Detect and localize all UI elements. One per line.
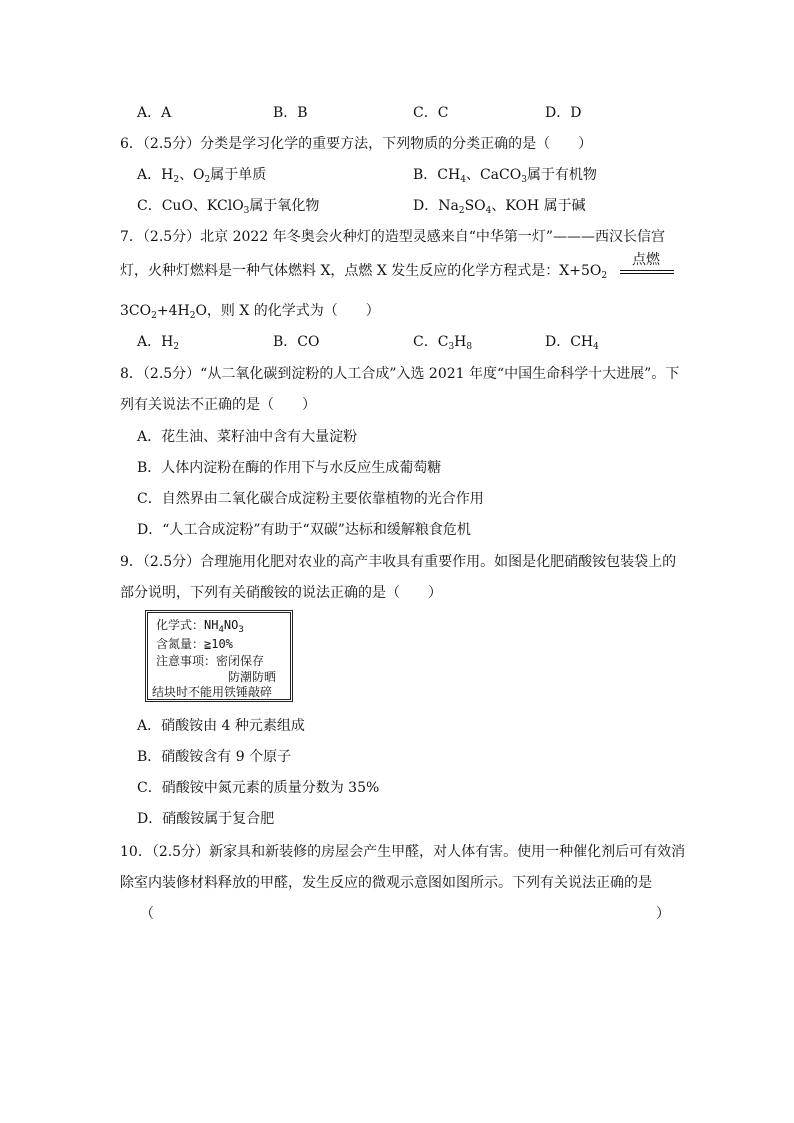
q6-option-b: B．$CH_4$、CaCO$_3$属于有机物 [413,167,597,185]
q9-stem-line2: 部分说明，下列有关硝酸铵的说法正确的是（ ） [120,585,442,601]
q6-option-c: C．CuO、KClO$_3$属于氧化物 [137,198,320,216]
q8-option-d: D．“人工合成淀粉”有助于“双碳”达标和缓解粮食危机 [137,522,471,538]
q7-option-d: D．$CH_4$ [545,334,599,352]
q9-option-a: A．硝酸铵由 4 种元素组成 [137,718,305,734]
equation-bar [620,270,674,271]
q9-option-d: D．硝酸铵属于复合肥 [137,811,275,827]
q6-stem: 6．（2.5分）分类是学习化学的重要方法，下列物质的分类正确的是（ ） [120,136,593,152]
q10-paren-open: （ [140,906,154,922]
q7-option-a: A．$H_2$ [137,334,180,352]
equation-bar-lower [620,273,674,274]
q7-stem-line1: 7．（2.5分）北京 2022 年冬奥会火种灯的造型灵感来自“中华第一灯”———西汉长信宫 [120,229,666,245]
q6-option-a: A．$H_2$、$O_2$属于单质 [137,167,267,185]
fertilizer-label-box [145,610,293,702]
q5-option-b: B．B [273,105,308,121]
q5-option-c: C．C [413,105,449,121]
q9-option-c: C．硝酸铵中氮元素的质量分数为 35% [137,780,380,796]
q8-stem-line1: 8．（2.5分）“从二氧化碳到淀粉的人工合成”入选 2021 年度“中国生命科学十大进展”。下 [120,366,680,382]
q7-stem-line2: 灯，火种灯燃料是一种气体燃料 X，点燃 X 发生反应的化学方程式是：$X+5O_2$ [120,263,608,281]
q5-option-a: A．A [137,105,172,121]
q7-option-c: C．$C_3H_8$ [413,334,473,352]
q5-option-d: D．D [545,105,582,121]
label-notice: 注意事项：密闭保存 [156,654,265,668]
q8-option-b: B．人体内淀粉在酶的作用下与水反应生成葡萄糖 [137,460,442,476]
q9-option-b: B．硝酸铵含有 9 个原子 [137,749,292,765]
q7-option-b: B．CO [273,334,320,350]
label-notice-3: 结块时不能用铁锤敲碎 [152,685,273,699]
q10-stem-line2: 除室内装修材料释放的甲醛，发生反应的微观示意图如图所示。下列有关说法正确的是 [120,875,652,891]
q10-paren-close: ） [656,906,670,922]
label-formula: 化学式：$NH_4NO_3$ [156,618,244,635]
q10-stem-line1: 10．（2.5分）新家具和新装修的房屋会产生甲醛，对人体有害。使用一种催化剂后可有效消 [120,844,686,860]
label-notice-2: 防潮防晒 [228,670,277,684]
q7-stem-line3: $3CO_2+4H_2O$，则 X 的化学式为（ ） [120,303,380,321]
q8-option-c: C．自然界由二氧化碳合成淀粉主要依靠植物的光合作用 [137,491,484,507]
label-nitrogen: 含氮量：≧10% [156,637,233,651]
q9-stem-line1: 9．（2.5分）合理施用化肥对农业的高产丰收具有重要作用。如图是化肥硝酸铵包装袋上的 [120,554,677,570]
reaction-condition: 点燃 [632,252,660,268]
q6-option-d: D．$Na_2SO_4$、KOH 属于碱 [413,198,586,216]
q8-stem-line2: 列有关说法不正确的是（ ） [120,397,316,413]
q8-option-a: A．花生油、菜籽油中含有大量淀粉 [137,429,358,445]
